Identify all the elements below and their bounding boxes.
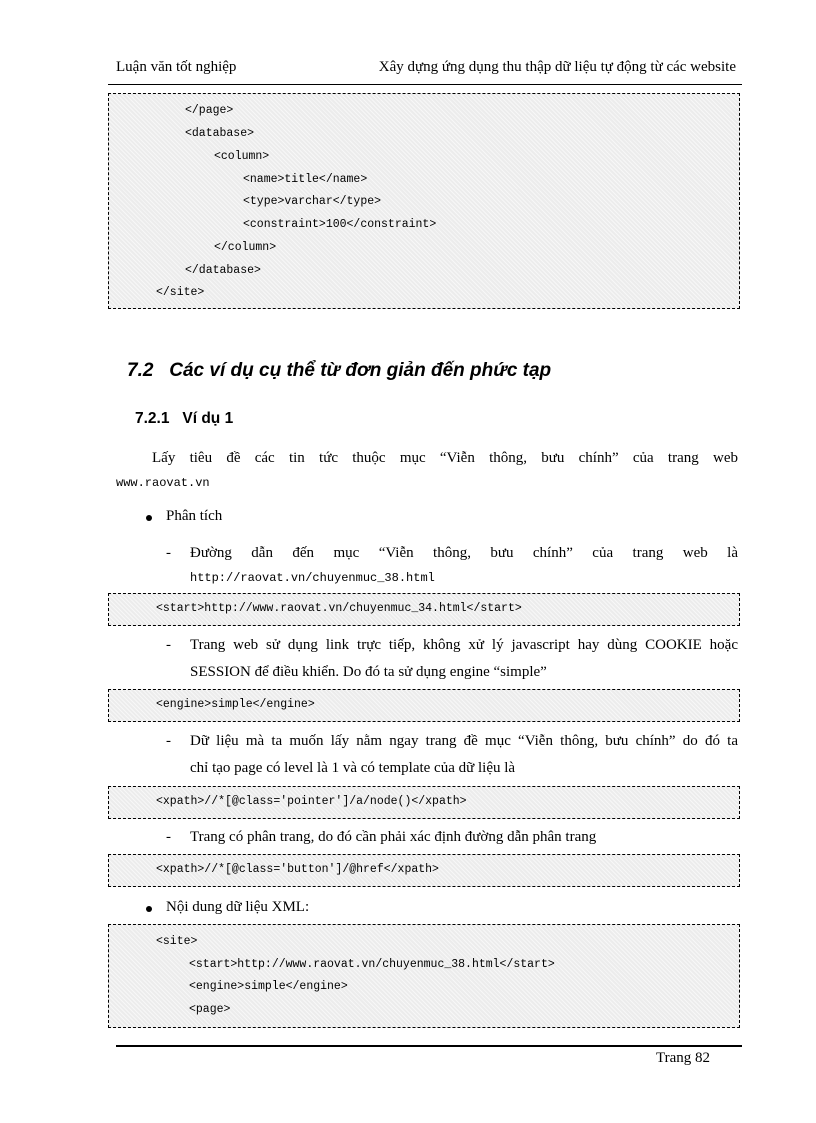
xml-content-title: Nội dung dữ liệu XML:: [166, 899, 310, 915]
page-number: Trang 82: [656, 1050, 711, 1066]
code-line: <start>http://www.raovat.vn/chuyenmuc_34.html</start>: [156, 602, 522, 615]
code-line: <xpath>//*[@class='button']/@href</xpath>: [156, 863, 439, 876]
dash-icon: -: [166, 733, 171, 749]
running-header-left: Luận văn tốt nghiệp: [116, 59, 237, 75]
code-line: <constraint>100</constraint>: [243, 218, 437, 231]
intro-url: www.raovat.vn: [116, 476, 210, 490]
item1-line1: Đường dẫn đến mục “Viễn thông, bưu chính” của trang web là: [190, 545, 738, 561]
code-line: </page>: [185, 104, 234, 117]
code-block-engine: [108, 689, 740, 722]
bullet-icon: [146, 906, 152, 912]
intro-line-1: Lấy tiêu đề các tin tức thuộc mục “Viễn thông, bưu chính” của trang web: [152, 450, 738, 466]
analysis-title: Phân tích: [166, 508, 223, 524]
dash-icon: -: [166, 829, 171, 845]
code-line: </site>: [156, 286, 205, 299]
code-line: <name>title</name>: [243, 173, 368, 186]
code-line: <site>: [156, 935, 198, 948]
bullet-icon: [146, 515, 152, 521]
code-line: <database>: [185, 127, 255, 140]
section-heading: 7.2 Các ví dụ cụ thể từ đơn giản đến phức tạp: [127, 360, 552, 381]
item2-line2: SESSION để điều khiển. Do đó ta sử dụng engine “simple”: [190, 664, 547, 680]
dash-icon: -: [166, 545, 171, 561]
item4-line1: Trang có phân trang, do đó cần phải xác định đường dẫn phân trang: [190, 829, 597, 845]
code-line: <engine>simple</engine>: [156, 698, 315, 711]
header-rule: [108, 84, 742, 85]
footer-rule: [116, 1045, 742, 1047]
code-line: <xpath>//*[@class='pointer']/a/node()</xpath>: [156, 795, 467, 808]
item2-line1: Trang web sử dụng link trực tiếp, không xử lý javascript hay dùng COOKIE hoặc: [190, 637, 738, 653]
code-block-xpath-button: [108, 854, 740, 887]
item1-url: http://raovat.vn/chuyenmuc_38.html: [190, 571, 435, 585]
code-line: </database>: [185, 264, 261, 277]
code-line: <type>varchar</type>: [243, 195, 382, 208]
item3-line2: chỉ tạo page có level là 1 và có template của dữ liệu là: [190, 760, 516, 776]
subsection-heading: 7.2.1 Ví dụ 1: [135, 410, 234, 427]
code-line: <engine>simple</engine>: [189, 980, 348, 993]
item3-line1: Dữ liệu mà ta muốn lấy nằm ngay trang đề mục “Viễn thông, bưu chính” do đó ta: [190, 733, 738, 749]
code-block-xpath-pointer: [108, 786, 740, 819]
code-block-start: [108, 593, 740, 626]
running-header-right: Xây dựng ứng dụng thu thập dữ liệu tự động từ các website: [378, 59, 736, 75]
code-line: <column>: [214, 150, 270, 163]
code-block-database: [108, 93, 740, 309]
code-block-xml: [108, 924, 740, 1028]
code-line: </column>: [214, 241, 277, 254]
dash-icon: -: [166, 637, 171, 653]
code-line: <page>: [189, 1003, 231, 1016]
code-line: <start>http://www.raovat.vn/chuyenmuc_38.html</start>: [189, 958, 555, 971]
